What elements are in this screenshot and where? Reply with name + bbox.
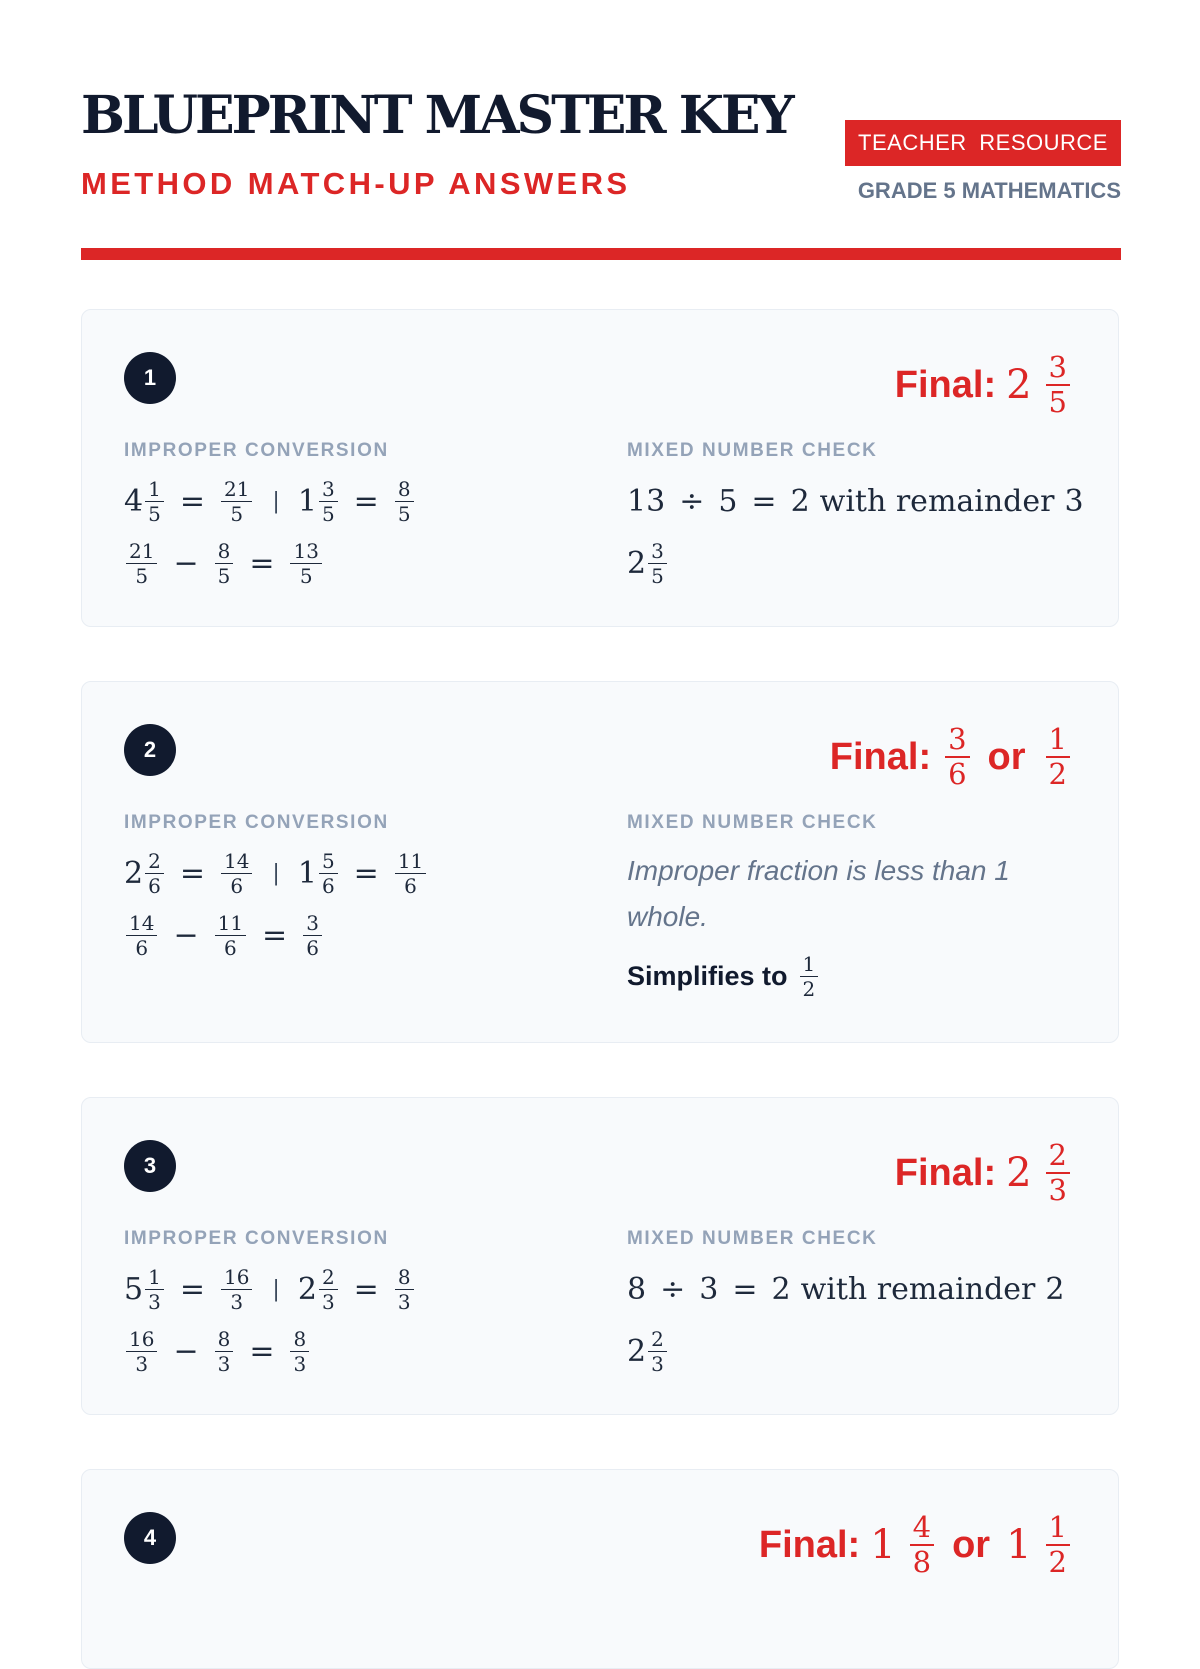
minus-sign: − bbox=[173, 545, 199, 581]
denominator: 2 bbox=[1048, 757, 1067, 791]
page-subtitle: METHOD MATCH-UP ANSWERS bbox=[81, 166, 631, 201]
denominator: 6 bbox=[404, 873, 417, 898]
fraction bbox=[145, 848, 164, 898]
fraction bbox=[319, 476, 338, 526]
conversion-line bbox=[124, 844, 428, 902]
final-answer bbox=[759, 1510, 1072, 1580]
fraction bbox=[395, 476, 414, 526]
fraction bbox=[215, 538, 234, 588]
fraction bbox=[221, 848, 252, 898]
numerator: 8 bbox=[215, 1329, 234, 1352]
denominator: 3 bbox=[1048, 1173, 1067, 1207]
divide-sign: ÷ bbox=[660, 1271, 686, 1307]
divisor: 5 bbox=[718, 483, 738, 519]
final-fraction-simplified bbox=[1046, 1510, 1070, 1579]
numerator: 3 bbox=[1046, 353, 1070, 386]
equals-sign: = bbox=[751, 483, 777, 519]
improper-conversion-label: IMPROPER CONVERSION bbox=[124, 440, 389, 461]
equals-sign: = bbox=[179, 483, 205, 519]
final-whole: 1 bbox=[870, 1522, 896, 1568]
numerator: 3 bbox=[319, 479, 338, 502]
denominator: 5 bbox=[651, 563, 664, 588]
fraction bbox=[319, 1264, 338, 1314]
equals-sign: = bbox=[353, 1271, 379, 1307]
denominator: 3 bbox=[148, 1289, 161, 1314]
denominator: 5 bbox=[217, 563, 231, 588]
denominator: 8 bbox=[912, 1545, 932, 1579]
equals-sign: = bbox=[732, 1271, 758, 1307]
equals-sign: = bbox=[249, 545, 275, 581]
numerator: 4 bbox=[910, 1513, 934, 1546]
minus-sign: − bbox=[173, 1333, 199, 1369]
final-whole-simplified: 1 bbox=[1006, 1522, 1032, 1568]
whole: 2 bbox=[124, 855, 144, 891]
numerator: 1 bbox=[145, 1267, 164, 1290]
numerator: 3 bbox=[303, 913, 322, 936]
whole: 2 bbox=[627, 545, 647, 581]
check-note: Improper fraction is less than 1 whole. bbox=[627, 855, 1010, 932]
final-answer bbox=[830, 722, 1072, 792]
denominator: 5 bbox=[1048, 385, 1067, 419]
teacher-resource-badge: TEACHER RESOURCE bbox=[845, 120, 1121, 166]
numerator: 2 bbox=[145, 851, 164, 874]
fraction bbox=[145, 1264, 164, 1314]
division-check-line bbox=[627, 472, 1084, 530]
problem-card-3 bbox=[81, 1097, 1119, 1415]
denominator: 6 bbox=[135, 935, 149, 960]
final-fraction bbox=[1046, 1138, 1070, 1207]
fraction bbox=[800, 951, 819, 1001]
final-label: Final: bbox=[894, 1151, 997, 1194]
denominator: 2 bbox=[1048, 1545, 1067, 1579]
equals-sign: = bbox=[353, 855, 379, 891]
numerator: 21 bbox=[126, 541, 157, 564]
remainder-text: with remainder bbox=[819, 483, 1055, 519]
equals-sign: = bbox=[249, 1333, 275, 1369]
mixed-result-line bbox=[627, 1322, 669, 1380]
numerator: 14 bbox=[126, 913, 157, 936]
problem-number-badge: 3 bbox=[124, 1140, 176, 1192]
numerator: 1 bbox=[800, 954, 819, 977]
final-fraction bbox=[910, 1510, 934, 1579]
numerator: 8 bbox=[215, 541, 234, 564]
numerator: 16 bbox=[221, 1267, 252, 1290]
numerator: 3 bbox=[648, 541, 667, 564]
numerator: 2 bbox=[648, 1329, 667, 1352]
denominator: 6 bbox=[306, 935, 319, 960]
denominator: 3 bbox=[230, 1289, 244, 1314]
numerator: 14 bbox=[221, 851, 252, 874]
subtraction-line bbox=[124, 1322, 311, 1380]
grade-label: GRADE 5 MATHEMATICS bbox=[857, 178, 1121, 203]
numerator: 13 bbox=[290, 541, 321, 564]
page-title: BLUEPRINT MASTER KEY bbox=[81, 85, 792, 146]
final-answer bbox=[895, 350, 1072, 420]
numerator: 1 bbox=[145, 479, 164, 502]
fraction bbox=[221, 476, 252, 526]
fraction bbox=[319, 848, 338, 898]
fraction bbox=[303, 910, 322, 960]
divisor: 3 bbox=[699, 1271, 719, 1307]
fraction bbox=[126, 1326, 157, 1376]
remainder-text: with remainder bbox=[800, 1271, 1036, 1307]
denominator: 5 bbox=[299, 563, 313, 588]
improper-conversion-label: IMPROPER CONVERSION bbox=[124, 1228, 389, 1249]
quotient: 2 bbox=[771, 1271, 791, 1307]
final-whole: 2 bbox=[1006, 1150, 1032, 1196]
denominator: 6 bbox=[948, 757, 967, 791]
final-fraction bbox=[945, 722, 969, 791]
fraction bbox=[648, 538, 667, 588]
denominator: 3 bbox=[397, 1289, 411, 1314]
fraction bbox=[126, 538, 157, 588]
equals-sign: = bbox=[353, 483, 379, 519]
problem-card-4 bbox=[81, 1469, 1119, 1669]
whole: 5 bbox=[124, 1271, 144, 1307]
numerator: 11 bbox=[215, 913, 246, 936]
division-check-line bbox=[627, 1260, 1065, 1318]
conversion-line bbox=[124, 472, 416, 530]
equals-sign: = bbox=[179, 1271, 205, 1307]
denominator: 3 bbox=[293, 1351, 307, 1376]
conversion-line bbox=[124, 1260, 416, 1318]
separator: | bbox=[272, 1276, 280, 1302]
denominator: 5 bbox=[148, 501, 161, 526]
numerator: 2 bbox=[319, 1267, 338, 1290]
problem-card-1 bbox=[81, 309, 1119, 627]
denominator: 6 bbox=[230, 873, 244, 898]
denominator: 3 bbox=[321, 1289, 335, 1314]
numerator: 8 bbox=[290, 1329, 309, 1352]
header bbox=[81, 84, 1121, 264]
subtraction-line bbox=[124, 906, 324, 964]
fraction bbox=[290, 538, 321, 588]
final-label: Final: bbox=[894, 363, 997, 406]
fraction bbox=[126, 910, 157, 960]
final-answer bbox=[895, 1138, 1072, 1208]
denominator: 3 bbox=[217, 1351, 231, 1376]
problem-number-badge: 2 bbox=[124, 724, 176, 776]
numerator: 11 bbox=[395, 851, 426, 874]
numerator: 2 bbox=[1046, 1141, 1070, 1174]
mixed-result-line bbox=[627, 534, 669, 592]
fraction bbox=[395, 848, 426, 898]
dividend: 13 bbox=[627, 483, 666, 519]
problem-number-badge: 4 bbox=[124, 1512, 176, 1564]
final-fraction-simplified bbox=[1046, 722, 1070, 791]
fraction bbox=[215, 1326, 234, 1376]
numerator: 8 bbox=[395, 479, 414, 502]
or-label: or bbox=[952, 1523, 991, 1566]
denominator: 6 bbox=[321, 873, 335, 898]
minus-sign: − bbox=[173, 917, 199, 953]
denominator: 6 bbox=[148, 873, 161, 898]
final-label: Final: bbox=[829, 735, 932, 778]
equals-sign: = bbox=[179, 855, 205, 891]
denominator: 5 bbox=[321, 501, 335, 526]
whole: 1 bbox=[297, 855, 317, 891]
fraction bbox=[221, 1264, 252, 1314]
numerator: 21 bbox=[221, 479, 252, 502]
final-whole: 2 bbox=[1006, 362, 1032, 408]
fraction bbox=[648, 1326, 667, 1376]
final-label: Final: bbox=[758, 1523, 861, 1566]
denominator: 3 bbox=[135, 1351, 149, 1376]
mixed-number-check-label: MIXED NUMBER CHECK bbox=[627, 1228, 878, 1249]
fraction bbox=[395, 1264, 414, 1314]
mixed-number-check-label: MIXED NUMBER CHECK bbox=[627, 812, 878, 833]
simplifies-line bbox=[627, 947, 820, 1005]
denominator: 5 bbox=[230, 501, 244, 526]
improper-conversion-label: IMPROPER CONVERSION bbox=[124, 812, 389, 833]
equals-sign: = bbox=[262, 917, 288, 953]
separator: | bbox=[272, 860, 280, 886]
remainder: 2 bbox=[1045, 1271, 1065, 1307]
denominator: 6 bbox=[223, 935, 237, 960]
remainder: 3 bbox=[1064, 483, 1084, 519]
subtraction-line bbox=[124, 534, 324, 592]
fraction bbox=[290, 1326, 309, 1376]
mixed-number-check-label: MIXED NUMBER CHECK bbox=[627, 440, 878, 461]
numerator: 16 bbox=[126, 1329, 157, 1352]
numerator: 3 bbox=[945, 725, 969, 758]
whole: 2 bbox=[297, 1271, 317, 1307]
problem-card-2 bbox=[81, 681, 1119, 1043]
simplifies-label: Simplifies to bbox=[627, 960, 788, 991]
problem-number-badge: 1 bbox=[124, 352, 176, 404]
fraction bbox=[215, 910, 246, 960]
numerator: 8 bbox=[395, 1267, 414, 1290]
whole: 1 bbox=[297, 483, 317, 519]
numerator: 1 bbox=[1046, 1513, 1070, 1546]
whole: 2 bbox=[627, 1333, 647, 1369]
numerator: 5 bbox=[319, 851, 338, 874]
header-divider bbox=[81, 248, 1121, 260]
denominator: 2 bbox=[802, 976, 816, 1001]
final-fraction bbox=[1046, 350, 1070, 419]
fraction bbox=[145, 476, 164, 526]
quotient: 2 bbox=[790, 483, 810, 519]
dividend: 8 bbox=[627, 1271, 647, 1307]
denominator: 5 bbox=[135, 563, 149, 588]
denominator: 3 bbox=[651, 1351, 664, 1376]
separator: | bbox=[272, 488, 280, 514]
denominator: 5 bbox=[397, 501, 411, 526]
whole: 4 bbox=[124, 483, 144, 519]
or-label: or bbox=[987, 735, 1026, 778]
numerator: 1 bbox=[1046, 725, 1070, 758]
divide-sign: ÷ bbox=[679, 483, 705, 519]
